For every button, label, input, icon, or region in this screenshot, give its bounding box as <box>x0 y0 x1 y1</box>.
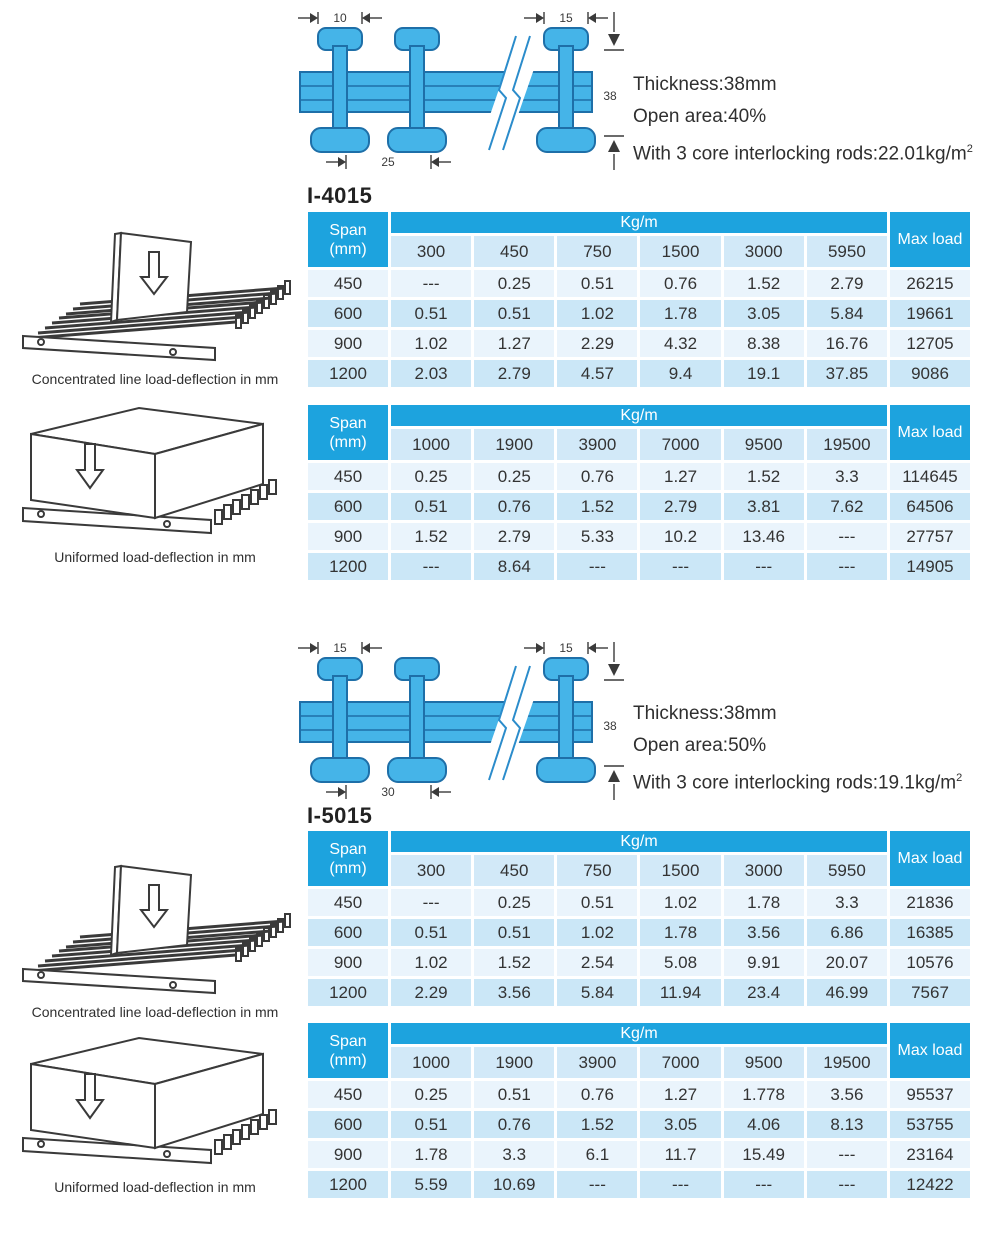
figure-caption: Concentrated line load-deflection in mm <box>31 1004 279 1020</box>
load-column-header: 1500 <box>640 855 720 886</box>
deflection-value: 2.79 <box>640 493 720 520</box>
deflection-value: 4.32 <box>640 330 720 357</box>
max-load-header: Max load <box>890 1023 970 1078</box>
deflection-value: 9.91 <box>724 949 804 976</box>
load-column-header: 5950 <box>807 236 887 267</box>
deflection-value: 1.27 <box>474 330 554 357</box>
svg-text:15: 15 <box>559 641 573 655</box>
cross-section-diagram-4015 <box>298 8 638 172</box>
thickness-note: Thickness:38mm <box>633 74 777 95</box>
open-area-note: Open area:40% <box>633 106 767 127</box>
max-load-value: 53755 <box>890 1111 970 1138</box>
thickness-note: Thickness:38mm <box>633 703 777 724</box>
deflection-value: 0.25 <box>474 463 554 490</box>
span-header-line: Span <box>329 840 367 858</box>
deflection-value: 1.02 <box>557 300 637 327</box>
table-row <box>308 1111 970 1138</box>
load-column-header: 1900 <box>474 1047 554 1078</box>
span-value: 600 <box>308 1111 388 1138</box>
load-column-header: 750 <box>557 855 637 886</box>
deflection-value: 0.51 <box>391 919 471 946</box>
deflection-value: 0.25 <box>391 1081 471 1108</box>
span-value: 600 <box>308 300 388 327</box>
table-row <box>308 300 970 327</box>
table-row <box>308 979 970 1006</box>
deflection-value: 9.4 <box>640 360 720 387</box>
max-load-header: Max load <box>890 405 970 460</box>
span-value: 900 <box>308 949 388 976</box>
max-load-value: 12422 <box>890 1171 970 1198</box>
deflection-value: 2.54 <box>557 949 637 976</box>
deflection-value: 2.79 <box>474 360 554 387</box>
kgm-header: Kg/m <box>391 1023 887 1044</box>
max-load-value: 16385 <box>890 919 970 946</box>
figure-caption: Uniformed load-deflection in mm <box>54 549 256 565</box>
table-row <box>308 1141 970 1168</box>
table-row <box>308 553 970 580</box>
figure-uniformed-load <box>15 400 295 565</box>
span-value: 450 <box>308 463 388 490</box>
load-column-header: 1000 <box>391 429 471 460</box>
deflection-value: --- <box>724 1171 804 1198</box>
model-title-4015: I-4015 <box>307 183 373 208</box>
deflection-value: 1.02 <box>391 949 471 976</box>
deflection-value: 1.52 <box>557 1111 637 1138</box>
load-column-header: 3900 <box>557 429 637 460</box>
deflection-value: 2.29 <box>557 330 637 357</box>
max-load-value: 7567 <box>890 979 970 1006</box>
deflection-value: --- <box>807 1141 887 1168</box>
rods-note-text: With 3 core interlocking rods:22.01kg/m <box>633 143 967 165</box>
span-header-line: (mm) <box>329 1051 367 1069</box>
span-value: 450 <box>308 270 388 297</box>
deflection-value: 1.52 <box>724 270 804 297</box>
span-value: 1200 <box>308 1171 388 1198</box>
deflection-value: 1.27 <box>640 1081 720 1108</box>
load-column-header: 9500 <box>724 429 804 460</box>
span-header-line: (mm) <box>329 859 367 877</box>
cross-section-diagram-5015 <box>298 638 638 802</box>
deflection-value: 3.56 <box>724 919 804 946</box>
table-row <box>308 270 970 297</box>
deflection-value: 3.05 <box>724 300 804 327</box>
rods-note <box>633 133 973 170</box>
deflection-value: --- <box>557 553 637 580</box>
max-load-value: 19661 <box>890 300 970 327</box>
deflection-value: --- <box>391 889 471 916</box>
span-value: 600 <box>308 493 388 520</box>
deflection-value: 0.51 <box>474 1081 554 1108</box>
deflection-value: 0.76 <box>557 463 637 490</box>
deflection-value: 1.78 <box>640 300 720 327</box>
max-load-value: 64506 <box>890 493 970 520</box>
deflection-value: 1.27 <box>640 463 720 490</box>
span-value: 600 <box>308 919 388 946</box>
load-column-header: 450 <box>474 855 554 886</box>
deflection-value: 1.52 <box>474 949 554 976</box>
deflection-value: --- <box>807 1171 887 1198</box>
deflection-value: 3.3 <box>474 1141 554 1168</box>
deflection-value: 0.25 <box>474 889 554 916</box>
deflection-value: 10.2 <box>640 523 720 550</box>
load-column-header: 1000 <box>391 1047 471 1078</box>
deflection-value: 5.08 <box>640 949 720 976</box>
deflection-value: 6.86 <box>807 919 887 946</box>
max-load-value: 26215 <box>890 270 970 297</box>
spec-notes-4015 <box>633 69 973 170</box>
deflection-value: 13.46 <box>724 523 804 550</box>
deflection-value: 4.06 <box>724 1111 804 1138</box>
deflection-value: 11.7 <box>640 1141 720 1168</box>
load-table-5015-uniformed <box>305 1020 973 1201</box>
deflection-value: 1.778 <box>724 1081 804 1108</box>
rods-note-sup: 2 <box>956 772 963 784</box>
deflection-value: 7.62 <box>807 493 887 520</box>
deflection-value: 0.51 <box>557 889 637 916</box>
front-board <box>23 969 215 993</box>
max-load-value: 23164 <box>890 1141 970 1168</box>
kgm-header: Kg/m <box>391 405 887 426</box>
kgm-header: Kg/m <box>391 212 887 233</box>
deflection-value: 10.69 <box>474 1171 554 1198</box>
span-value: 450 <box>308 889 388 916</box>
svg-text:38: 38 <box>603 89 617 103</box>
dimension-pitch <box>326 155 451 169</box>
load-column-header: 300 <box>391 236 471 267</box>
table-row <box>308 919 970 946</box>
span-header <box>308 212 388 267</box>
deflection-value: 3.81 <box>724 493 804 520</box>
deflection-value: 0.25 <box>474 270 554 297</box>
model-title-5015: I-5015 <box>307 803 373 828</box>
max-load-value: 10576 <box>890 949 970 976</box>
deflection-value: 1.52 <box>557 493 637 520</box>
deflection-value: 3.56 <box>474 979 554 1006</box>
deflection-value: --- <box>724 553 804 580</box>
max-load-value: 14905 <box>890 553 970 580</box>
table-row <box>308 1171 970 1198</box>
deflection-value: 1.78 <box>724 889 804 916</box>
deflection-value: 3.3 <box>807 889 887 916</box>
deflection-value: --- <box>640 553 720 580</box>
deflection-value: 0.76 <box>557 1081 637 1108</box>
uniformed-load-art <box>15 400 295 542</box>
deflection-value: 3.56 <box>807 1081 887 1108</box>
deflection-value: 8.38 <box>724 330 804 357</box>
deflection-value: --- <box>391 270 471 297</box>
dimension-flange <box>298 641 382 655</box>
span-value: 900 <box>308 1141 388 1168</box>
load-column-header: 7000 <box>640 1047 720 1078</box>
deflection-value: 1.02 <box>391 330 471 357</box>
deflection-value: 11.94 <box>640 979 720 1006</box>
deflection-value: 2.03 <box>391 360 471 387</box>
deflection-value: 6.1 <box>557 1141 637 1168</box>
span-value: 900 <box>308 330 388 357</box>
deflection-value: 2.79 <box>807 270 887 297</box>
span-value: 1200 <box>308 360 388 387</box>
span-header-line: Span <box>329 414 367 432</box>
span-header <box>308 1023 388 1078</box>
deflection-value: 0.25 <box>391 463 471 490</box>
deflection-value: --- <box>640 1171 720 1198</box>
span-header-line: (mm) <box>329 240 367 258</box>
uniformed-load-art <box>15 1030 295 1172</box>
svg-text:30: 30 <box>381 785 395 799</box>
front-board <box>23 336 215 360</box>
deflection-value: 2.29 <box>391 979 471 1006</box>
figure-caption: Uniformed load-deflection in mm <box>54 1179 256 1195</box>
load-column-header: 3000 <box>724 855 804 886</box>
svg-text:25: 25 <box>381 155 395 169</box>
deflection-value: 1.78 <box>640 919 720 946</box>
load-column-header-row <box>308 429 970 460</box>
svg-text:15: 15 <box>559 11 573 25</box>
load-column-header: 1900 <box>474 429 554 460</box>
load-column-header: 7000 <box>640 429 720 460</box>
figure-concentrated-load <box>15 222 295 387</box>
deflection-value: 0.51 <box>474 300 554 327</box>
deflection-value: 1.78 <box>391 1141 471 1168</box>
span-header-line: Span <box>329 1032 367 1050</box>
table-row <box>308 523 970 550</box>
table-row <box>308 463 970 490</box>
dimension-thickness <box>603 642 624 800</box>
load-column-header: 3000 <box>724 236 804 267</box>
deflection-value: --- <box>807 523 887 550</box>
open-area-note: Open area:50% <box>633 735 767 756</box>
deflection-value: 0.51 <box>391 300 471 327</box>
rods-note-text: With 3 core interlocking rods:19.1kg/m <box>633 772 957 794</box>
load-table-4015-concentrated <box>305 209 973 390</box>
max-load-value: 9086 <box>890 360 970 387</box>
deflection-value: 20.07 <box>807 949 887 976</box>
figure-concentrated-load <box>15 855 295 1020</box>
deflection-value: 16.76 <box>807 330 887 357</box>
deflection-value: 5.84 <box>807 300 887 327</box>
dimension-gap <box>524 11 608 25</box>
deflection-value: 5.33 <box>557 523 637 550</box>
load-column-header: 3900 <box>557 1047 637 1078</box>
deflection-value: 1.02 <box>640 889 720 916</box>
dimension-pitch <box>326 785 451 799</box>
svg-text:38: 38 <box>603 719 617 733</box>
max-load-value: 114645 <box>890 463 970 490</box>
load-table-5015-concentrated <box>305 828 973 1009</box>
kgm-header: Kg/m <box>391 831 887 852</box>
span-header-line: Span <box>329 221 367 239</box>
deflection-value: 4.57 <box>557 360 637 387</box>
rods-note <box>633 762 962 799</box>
concentrated-load-art <box>15 855 295 997</box>
deflection-value: 8.13 <box>807 1111 887 1138</box>
table-row <box>308 949 970 976</box>
deflection-value: 0.76 <box>640 270 720 297</box>
span-header <box>308 405 388 460</box>
span-value: 450 <box>308 1081 388 1108</box>
deflection-value: 0.51 <box>557 270 637 297</box>
deflection-value: 5.84 <box>557 979 637 1006</box>
deflection-value: 3.3 <box>807 463 887 490</box>
rods-note-sup: 2 <box>966 143 973 155</box>
load-column-header-row <box>308 855 970 886</box>
deflection-value: 46.99 <box>807 979 887 1006</box>
deflection-value: 15.49 <box>724 1141 804 1168</box>
deflection-value: 0.51 <box>391 493 471 520</box>
deflection-value: 0.76 <box>474 493 554 520</box>
load-column-header: 450 <box>474 236 554 267</box>
dimension-gap <box>524 641 608 655</box>
span-header-line: (mm) <box>329 433 367 451</box>
span-value: 1200 <box>308 979 388 1006</box>
span-value: 1200 <box>308 553 388 580</box>
load-column-header: 5950 <box>807 855 887 886</box>
deflection-value: 19.1 <box>724 360 804 387</box>
deflection-value: 3.05 <box>640 1111 720 1138</box>
deflection-value: 8.64 <box>474 553 554 580</box>
deflection-value: --- <box>807 553 887 580</box>
dimension-thickness <box>603 12 624 170</box>
max-load-header: Max load <box>890 831 970 886</box>
max-load-value: 21836 <box>890 889 970 916</box>
load-column-header: 19500 <box>807 1047 887 1078</box>
load-column-header-row <box>308 236 970 267</box>
max-load-header: Max load <box>890 212 970 267</box>
deflection-value: --- <box>391 553 471 580</box>
span-header <box>308 831 388 886</box>
max-load-value: 95537 <box>890 1081 970 1108</box>
deflection-value: 37.85 <box>807 360 887 387</box>
load-column-header: 300 <box>391 855 471 886</box>
deflection-value: 23.4 <box>724 979 804 1006</box>
deflection-value: --- <box>557 1171 637 1198</box>
table-row <box>308 1081 970 1108</box>
table-row <box>308 360 970 387</box>
table-row <box>308 330 970 357</box>
deflection-value: 1.02 <box>557 919 637 946</box>
deflection-value: 0.51 <box>391 1111 471 1138</box>
figure-uniformed-load <box>15 1030 295 1195</box>
deflection-value: 5.59 <box>391 1171 471 1198</box>
load-column-header: 750 <box>557 236 637 267</box>
load-column-header: 1500 <box>640 236 720 267</box>
spec-notes-5015 <box>633 698 962 799</box>
dimension-flange <box>298 11 382 25</box>
svg-text:10: 10 <box>333 11 347 25</box>
load-column-header: 9500 <box>724 1047 804 1078</box>
deflection-value: 0.76 <box>474 1111 554 1138</box>
figure-caption: Concentrated line load-deflection in mm <box>31 371 279 387</box>
span-value: 900 <box>308 523 388 550</box>
max-load-value: 27757 <box>890 523 970 550</box>
load-table-4015-uniformed <box>305 402 973 583</box>
load-column-header: 19500 <box>807 429 887 460</box>
table-row <box>308 889 970 916</box>
deflection-value: 0.51 <box>474 919 554 946</box>
deflection-value: 2.79 <box>474 523 554 550</box>
deflection-value: 1.52 <box>724 463 804 490</box>
deflection-value: 1.52 <box>391 523 471 550</box>
svg-text:15: 15 <box>333 641 347 655</box>
concentrated-load-art <box>15 222 295 364</box>
load-column-header-row <box>308 1047 970 1078</box>
table-row <box>308 493 970 520</box>
max-load-value: 12705 <box>890 330 970 357</box>
